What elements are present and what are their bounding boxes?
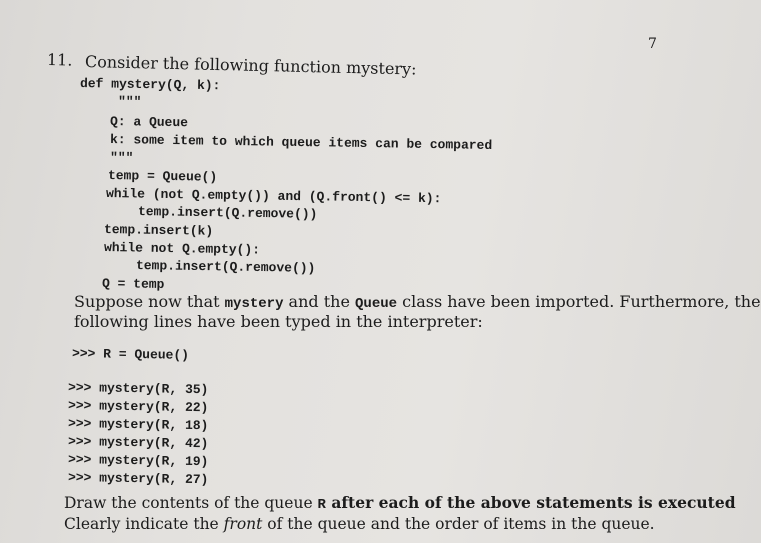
instruction-line2: Clearly indicate the front of the queue and the order of items in the queue. bbox=[64, 515, 655, 533]
interpreter-line: >>> mystery(R, 19) bbox=[67, 452, 209, 470]
interpreter-line: >>> mystery(R, 22) bbox=[67, 398, 209, 416]
page-number: 7 bbox=[648, 36, 657, 52]
code-line: temp.insert(k) bbox=[103, 222, 214, 239]
code-line: def mystery(Q, k): bbox=[79, 76, 221, 94]
code-line: Q = temp bbox=[101, 276, 165, 292]
instruction-line1: Draw the contents of the queue R after each of the above statements is executed bbox=[64, 493, 736, 513]
interpreter-line: >>> mystery(R, 35) bbox=[67, 380, 209, 398]
code-line: Q: a Queue bbox=[109, 114, 189, 131]
interpreter-line: >>> mystery(R, 27) bbox=[67, 470, 209, 488]
code-line: """ bbox=[109, 150, 134, 166]
paragraph-setup-line1: Suppose now that mystery and the Queue class have been imported. Furthermore, the bbox=[74, 292, 761, 312]
interpreter-line: >>> mystery(R, 18) bbox=[67, 416, 209, 434]
interpreter-line: >>> mystery(R, 42) bbox=[67, 434, 209, 452]
paragraph-setup-line2: following lines have been typed in the interpreter: bbox=[74, 312, 483, 331]
question-number: 11. bbox=[46, 50, 73, 70]
code-line: temp.insert(Q.remove()) bbox=[137, 204, 318, 222]
code-line: while not Q.empty(): bbox=[103, 240, 261, 258]
code-line: while (not Q.empty()) and (Q.front() <= k): bbox=[105, 186, 442, 207]
code-line: temp = Queue() bbox=[107, 168, 218, 185]
interpreter-line: >>> R = Queue() bbox=[71, 346, 190, 363]
code-line: k: some item to which queue items can be compared bbox=[109, 132, 493, 154]
code-line: """ bbox=[117, 94, 142, 110]
question-prompt: Consider the following function mystery: bbox=[84, 52, 417, 79]
code-line: temp.insert(Q.remove()) bbox=[135, 258, 316, 276]
